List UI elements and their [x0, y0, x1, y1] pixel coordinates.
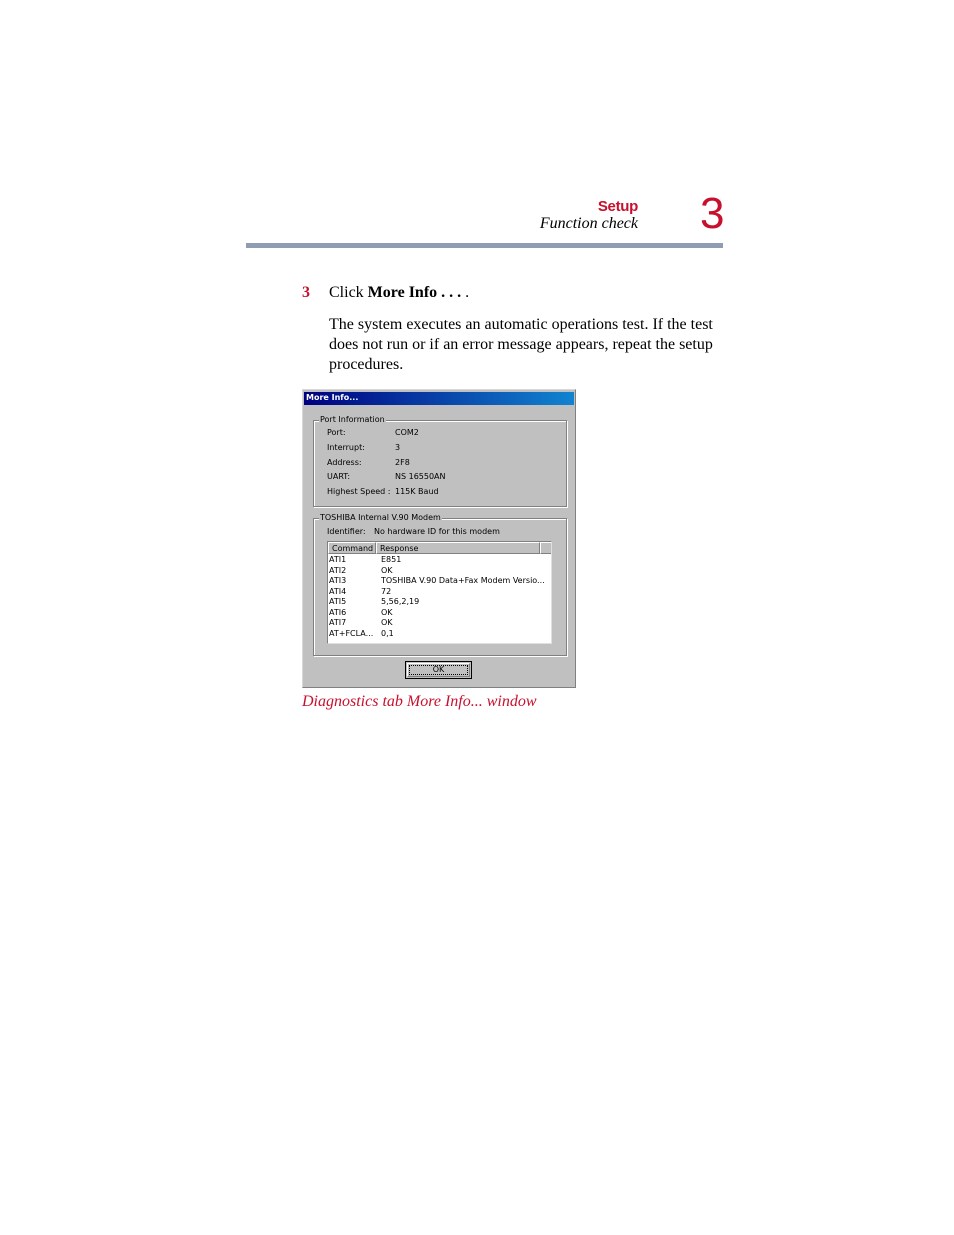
step-paragraph: The system executes an automatic operations test. If the test does not run or if an error message appears, repeat the setup procedures. [329, 316, 713, 373]
command-cell: ATI3 [329, 576, 347, 585]
response-cell: 0,1 [381, 629, 394, 638]
list-item[interactable] [328, 618, 551, 628]
ok-button-label: OK [432, 665, 445, 674]
command-cell: AT+FCLA... [329, 629, 374, 638]
column-header-filler [540, 542, 552, 554]
port-label: Port: [327, 428, 346, 437]
more-info-dialog [302, 389, 576, 688]
response-cell: E851 [381, 555, 402, 564]
dialog-titlebar[interactable] [304, 392, 574, 405]
uart-value: NS 16550AN [395, 472, 446, 481]
address-value: 2F8 [395, 458, 410, 467]
response-cell: OK [381, 618, 393, 627]
list-item[interactable] [328, 566, 551, 576]
ok-button[interactable] [405, 661, 472, 679]
port-value: COM2 [395, 428, 419, 437]
command-cell: ATI7 [329, 618, 347, 627]
dialog-title: More Info... [306, 393, 359, 402]
command-cell: ATI5 [329, 597, 347, 606]
step-suffix: . [465, 284, 470, 301]
column-header-response[interactable]: Response [376, 542, 540, 554]
command-response-list[interactable] [327, 541, 552, 644]
uart-label: UART: [327, 472, 351, 481]
step-prefix: Click [329, 284, 368, 301]
interrupt-value: 3 [395, 443, 401, 452]
command-cell: ATI6 [329, 608, 347, 617]
list-item[interactable] [328, 629, 551, 639]
header-rule [246, 243, 723, 248]
list-item[interactable] [328, 597, 551, 607]
command-cell: ATI4 [329, 587, 347, 596]
response-cell: OK [381, 608, 393, 617]
interrupt-label: Interrupt: [327, 443, 365, 452]
response-cell: 5,56,2,19 [381, 597, 420, 606]
header-section-title: Setup [597, 198, 638, 215]
modem-group [313, 513, 567, 656]
port-information-group [313, 415, 567, 507]
identifier-label: Identifier: [327, 527, 366, 536]
highest-speed-value: 115K Baud [395, 487, 439, 496]
step-bold: More Info . . . [367, 284, 466, 301]
list-item[interactable] [328, 555, 551, 565]
header-subsection-title: Function check [539, 215, 638, 232]
step-number: 3 [302, 284, 310, 301]
list-item[interactable] [328, 576, 551, 586]
port-group-label: Port Information [320, 415, 385, 424]
response-cell: TOSHIBA V.90 Data+Fax Modem Versio... [381, 576, 545, 585]
list-item[interactable] [328, 587, 551, 597]
figure-caption: Diagnostics tab More Info... window [302, 693, 537, 710]
response-cell: OK [381, 566, 393, 575]
command-cell: ATI1 [329, 555, 347, 564]
address-label: Address: [327, 458, 362, 467]
response-cell: 72 [381, 587, 392, 596]
step-text [329, 284, 469, 302]
highest-speed-label: Highest Speed : [327, 487, 391, 496]
command-cell: ATI2 [329, 566, 347, 575]
chapter-number: 3 [700, 189, 725, 238]
modem-group-label: TOSHIBA Internal V.90 Modem [320, 513, 441, 522]
list-item[interactable] [328, 608, 551, 618]
column-header-command[interactable]: Command [328, 542, 376, 554]
identifier-value: No hardware ID for this modem [374, 527, 500, 536]
